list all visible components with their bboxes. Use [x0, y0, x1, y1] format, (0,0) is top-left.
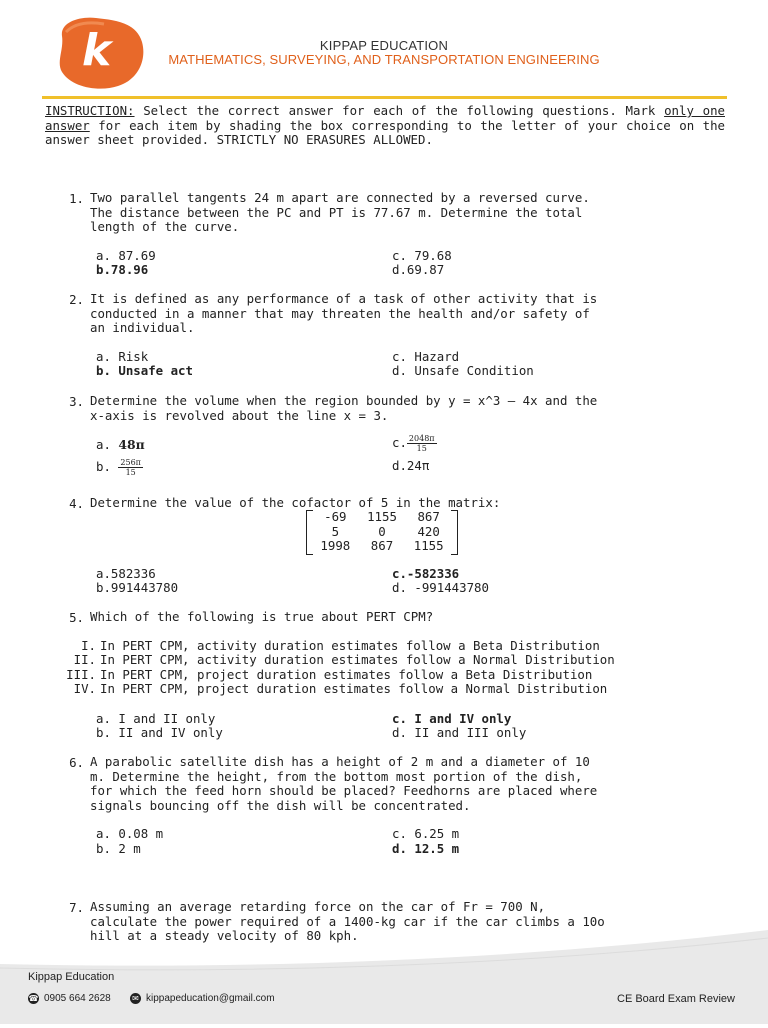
q7-text: Assuming an average retarding force on the car of Fr = 700 N, calculate the power required of a 1400-kg car if the car climbs a 10o hill at a steady velocity of 80 kph. [90, 899, 605, 944]
q3-b-numerator: 256π [120, 458, 141, 467]
q5-number: 5. [69, 610, 84, 625]
q3-text: Determine the volume when the region bounded by y = x^3 – 4x and the x-axis is revolved about the line x = 3. [90, 393, 598, 423]
instruction-text-2: for each item by shading the box corresponding to the letter of your choice on the answer sheet provided. STRICTLY NO ERASURES ALLOWED. [45, 117, 725, 148]
q2-option-d: d. Unsafe Condition [392, 363, 534, 378]
q4-option-c: c.-582336 [392, 566, 460, 581]
org-name: KIPPAP EDUCATION [319, 38, 449, 53]
matrix-cell: 0 [378, 523, 386, 539]
footer-band [0, 930, 768, 1024]
matrix-row [312, 525, 452, 540]
q5-statement-1: In PERT CPM, activity duration estimates follow a Beta Distribution [100, 638, 600, 653]
matrix-right-bracket [451, 510, 458, 555]
q5-roman-3: III. [66, 667, 96, 682]
matrix-cell: -69 [324, 509, 347, 524]
instruction-label: INSTRUCTION: [45, 103, 135, 118]
q6-number: 6. [69, 755, 84, 770]
q5-roman-2: II. [73, 652, 96, 667]
instruction-block [45, 104, 725, 148]
q3-option-a [96, 438, 145, 453]
q6-option-c: c. 6.25 m [392, 826, 460, 841]
matrix-cell: 420 [417, 523, 440, 539]
q5-statement-3: In PERT CPM, project duration estimates follow a Beta Distribution [100, 667, 593, 682]
q3-option-b [96, 458, 143, 477]
q5-statement-4: In PERT CPM, project duration estimates follow a Normal Distribution [100, 681, 608, 696]
matrix-cell: 867 [417, 509, 440, 524]
q4-option-b: b.991443780 [96, 580, 179, 595]
q6-text: A parabolic satellite dish has a height of 2 m and a diameter of 10 m. Determine the height, from the bottom most portion of the dish, for which the feed horn should be placed? Feedhorns are placed where signals bouncing off the dish will be concentrated. [90, 754, 598, 813]
header-subtitle: MATHEMATICS, SURVEYING, AND TRANSPORTATION ENGINEERING [168, 52, 600, 67]
q5-statement-2: In PERT CPM, activity duration estimates follow a Normal Distribution [100, 652, 615, 667]
matrix-cell: 1155 [367, 509, 397, 524]
q7-number: 7. [69, 900, 84, 915]
q1-option-a: a. 87.69 [96, 248, 156, 263]
matrix-table [312, 510, 452, 554]
instruction-text-1: Select the correct answer for each of the following questions. Mark [134, 103, 665, 118]
q5-roman-1: I. [81, 638, 96, 653]
q1-option-d: d.69.87 [392, 262, 445, 277]
logo-letter: k [82, 25, 112, 76]
q5-option-d: d. II and III only [392, 725, 527, 740]
q2-option-b: b. Unsafe act [96, 363, 193, 378]
q4-option-d: d. -991443780 [392, 580, 489, 595]
q3-c-prefix: c. [392, 435, 407, 450]
q3-c-denominator: 15 [416, 444, 427, 453]
q6-option-a: a. 0.08 m [96, 826, 164, 841]
footer-email-text[interactable]: kippapeducation@gmail.com [146, 993, 275, 1004]
q5-option-c: c. I and IV only [392, 711, 512, 726]
q2-option-c: c. Hazard [392, 349, 460, 364]
matrix-row [312, 539, 452, 554]
q4-number: 4. [69, 496, 84, 511]
instruction-underlined: only one answer [45, 103, 725, 133]
q3-number: 3. [69, 394, 84, 409]
q3-a-prefix: a. [96, 437, 111, 452]
q3-c-numerator: 2048π [408, 434, 435, 443]
q3-c-fraction [407, 434, 437, 453]
q3-option-d: d.24π [392, 458, 430, 473]
footer-tagline: CE Board Exam Review [617, 993, 735, 1005]
q1-option-b: b.78.96 [96, 262, 149, 277]
kippap-logo [52, 14, 146, 90]
q3-b-prefix: b. [96, 459, 111, 474]
q3-a-value: 48π [118, 437, 145, 452]
q5-option-a: a. I and II only [96, 711, 216, 726]
q1-text: Two parallel tangents 24 m apart are connected by a reversed curve. The distance between the PC and PT is 77.67 m. Determine the total length of the curve. [90, 190, 590, 235]
q6-option-b: b. 2 m [96, 841, 141, 856]
header-divider [42, 96, 727, 99]
q4-option-a: a.582336 [96, 566, 156, 581]
matrix-cell: 1998 [320, 538, 351, 554]
q1-number: 1. [69, 191, 84, 206]
q6-option-d: d. 12.5 m [392, 841, 460, 856]
footer-email[interactable] [130, 993, 275, 1004]
q5-option-b: b. II and IV only [96, 725, 223, 740]
matrix-row [312, 510, 452, 525]
q4-text: Determine the value of the cofactor of 5 in the matrix: [90, 495, 501, 510]
q1-option-c: c. 79.68 [392, 248, 452, 263]
q5-roman-4: IV. [73, 681, 96, 696]
email-icon: ✉ [130, 993, 141, 1004]
q3-b-denominator: 15 [125, 468, 136, 477]
footer-phone [28, 993, 111, 1004]
cofactor-matrix [306, 510, 458, 554]
q2-number: 2. [69, 292, 84, 307]
q3-option-c [392, 434, 437, 453]
q5-text: Which of the following is true about PERT CPM? [90, 609, 434, 624]
q3-b-fraction [118, 458, 143, 477]
q2-option-a: a. Risk [96, 349, 149, 364]
phone-icon: ☎ [28, 994, 39, 1003]
matrix-cell: 867 [370, 538, 394, 554]
matrix-cell: 5 [331, 523, 340, 539]
footer-company: Kippap Education [28, 971, 115, 983]
footer-phone-text: 0905 664 2628 [44, 993, 111, 1004]
q2-text: It is defined as any performance of a task of other activity that is conducted in a manner that may threaten the health and/or safety of an individual. [90, 291, 598, 336]
matrix-cell: 1155 [413, 538, 444, 554]
